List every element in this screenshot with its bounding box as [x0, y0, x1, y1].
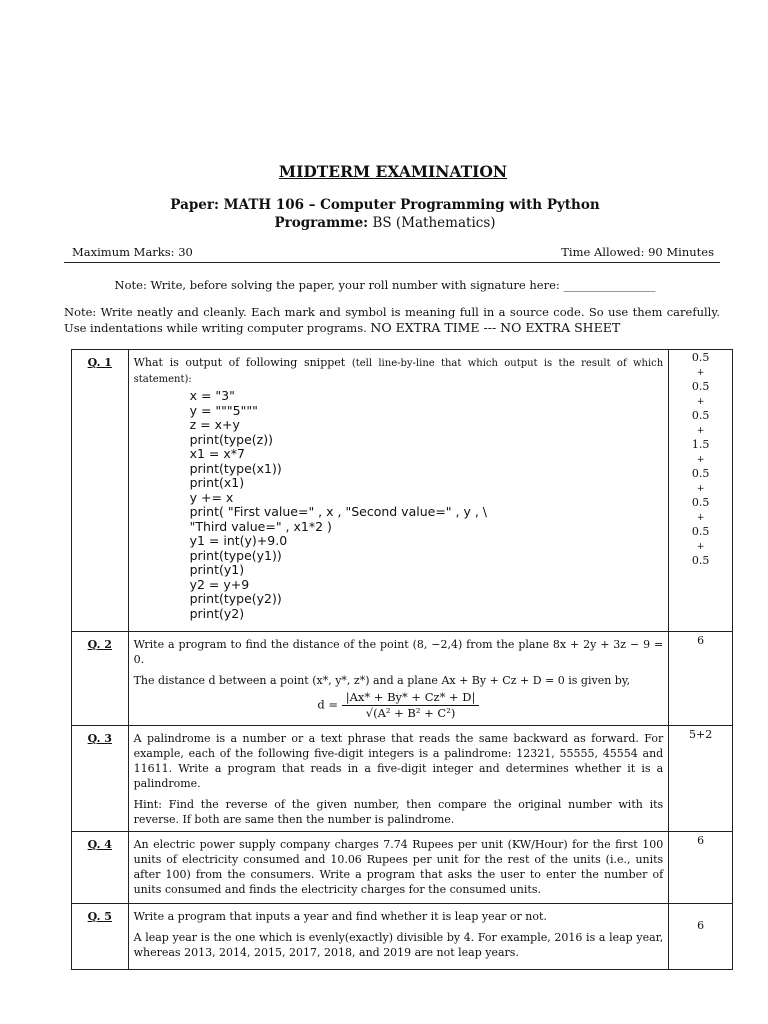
question-marks: 5+2	[669, 726, 733, 832]
formula-denominator: √(A² + B² + C²)	[365, 706, 456, 720]
question-number: Q. 4	[72, 832, 129, 904]
instructions-note	[64, 305, 720, 336]
mark-value: 0.5	[691, 554, 710, 567]
exam-title: MIDTERM EXAMINATION	[278, 162, 508, 181]
mark-value: 0.5	[691, 525, 710, 538]
instructions-emphasis: NO EXTRA TIME --- NO EXTRA SHEET	[370, 320, 621, 335]
paper-title: Paper: MATH 106 – Computer Programming with Python	[170, 197, 600, 213]
mark-plus: +	[696, 396, 705, 407]
mark-plus: +	[696, 454, 705, 465]
maximum-marks: Maximum Marks: 30	[72, 245, 193, 259]
mark-value: 1.5	[691, 438, 710, 451]
question-prompt: What is output of following snippet	[133, 356, 352, 369]
mark-value: 0.5	[691, 467, 710, 480]
question-subtext: The distance d between a point (x*, y*, z*) and a plane Ax + By + Cz + D = 0 is given by,	[133, 674, 631, 687]
code-snippet: x = "3" y = """5""" z = x+y print(type(z)) x1 = x*7 print(type(x1)) print(x1) y += x print( "First value=" , x , "Second value=" , y , \ "Third value=" , x1*2 ) y1 = int(y)+9.0 print(type(y1)) print(y1) y2 = y+9 print(type(y2)) print(y2)	[189, 388, 487, 621]
question-text: Write a program to find the distance of the point (8, −2,4) from the plane 8x + 2y + 3z − 9 = 0.	[133, 638, 664, 666]
mark-value: 0.5	[691, 496, 710, 509]
mark-plus: +	[696, 367, 705, 378]
question-body	[128, 726, 669, 832]
question-body	[128, 350, 669, 632]
question-row-5	[72, 904, 733, 970]
question-marks: 6	[669, 632, 733, 726]
question-row-4	[72, 832, 733, 904]
question-row-3	[72, 726, 733, 832]
marks-breakdown	[670, 351, 731, 569]
question-number: Q. 2	[72, 632, 129, 726]
mark-plus: +	[696, 541, 705, 552]
formula-numerator: |Ax* + By* + Cz* + D|	[342, 690, 480, 706]
question-body	[128, 832, 669, 904]
mark-value: 0.5	[691, 351, 710, 364]
programme-label: Programme:	[274, 215, 369, 231]
question-text	[134, 355, 664, 387]
header-divider	[64, 262, 720, 263]
question-number: Q. 3	[72, 726, 129, 832]
question-number: Q. 5	[72, 904, 129, 970]
question-body	[128, 632, 669, 726]
mark-plus: +	[696, 425, 705, 436]
question-hint: Hint: Find the reverse of the given number, then compare the original number with its reverse. If both are same then the number is palindrome.	[133, 798, 664, 826]
question-row-1	[72, 350, 733, 632]
programme-line	[0, 215, 768, 231]
question-text: Write a program that inputs a year and find whether it is leap year or not.	[133, 910, 547, 923]
roll-number-note: Note: Write, before solving the paper, your roll number with signature here: ________________	[114, 278, 656, 292]
instructions-text: Note: Write neatly and cleanly. Each mark and symbol is meaning full in a source code. So use them carefully. Use indentations while writing computer programs.	[64, 305, 720, 335]
mark-plus: +	[696, 483, 705, 494]
questions-table	[71, 349, 733, 970]
question-text: A palindrome is a number or a text phrase that reads the same backward as forward. For example, each of the following five-digit integers is a palindrome: 12321, 55555, 45554 and 11611. Write a program that reads in a five-digit integer and determines whether it is a palindrome.	[133, 732, 664, 790]
question-body	[128, 904, 669, 970]
question-number: Q. 1	[72, 350, 129, 632]
question-prompt-detail: (tell line-by-line that which output is the result of which statement):	[133, 358, 664, 385]
formula-fraction	[342, 690, 480, 721]
mark-value: 0.5	[691, 409, 710, 422]
mark-value: 0.5	[691, 380, 710, 393]
distance-formula	[134, 690, 664, 721]
question-row-2	[72, 632, 733, 726]
question-subtext: A leap year is the one which is evenly(exactly) divisible by 4. For example, 2016 is a leap year, whereas 2013, 2014, 2015, 2017, 2018, and 2019 are not leap years.	[133, 931, 664, 959]
formula-lhs: d =	[317, 697, 339, 712]
question-marks: 6	[669, 832, 733, 904]
question-marks	[669, 350, 733, 632]
programme-value: BS (Mathematics)	[368, 215, 496, 231]
question-text: An electric power supply company charges 7.74 Rupees per unit (KW/Hour) for the first 100 units of electricity consumed and 10.06 Rupees per unit for the rest of the units (i.e., units after 100) from the consumers. Write a program that asks the user to enter the number of units consumed and finds the electricity charges for the consumed units.	[133, 838, 664, 896]
mark-plus: +	[696, 512, 705, 523]
question-marks: 6	[669, 904, 733, 970]
time-allowed: Time Allowed: 90 Minutes	[561, 245, 714, 259]
